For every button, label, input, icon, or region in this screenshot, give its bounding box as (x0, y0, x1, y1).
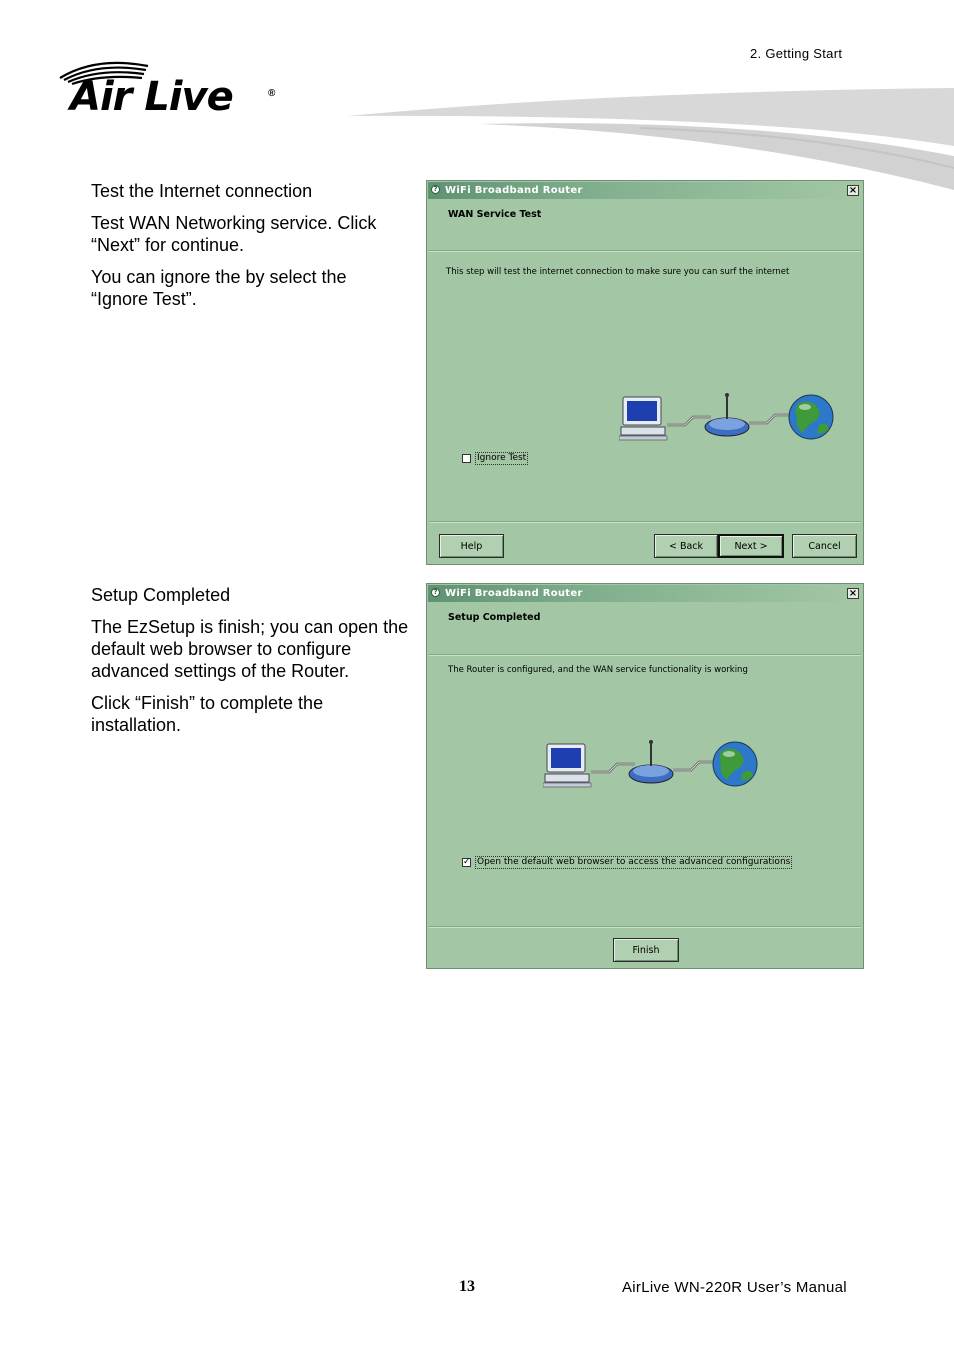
section-1-paragraph-2: You can ignore the by select the “Ignore Test”. (91, 267, 347, 309)
section-2-paragraph-1: The EzSetup is finish; you can open the default web browser to configure advanced settings of the Router. (91, 617, 409, 681)
ignore-test-label[interactable]: Ignore Test (477, 453, 527, 463)
dialog-titlebar (428, 182, 862, 199)
router-app-icon: ? (431, 185, 440, 194)
back-button[interactable]: < Back (654, 534, 718, 558)
footer-separator (429, 521, 861, 523)
dialog-title: WiFi Broadband Router (445, 588, 583, 599)
cancel-button[interactable]: Cancel (792, 534, 857, 558)
section-1-paragraph-1: Test WAN Networking service. Click “Next” for continue. (91, 213, 377, 255)
chapter-label: 2. Getting Start (750, 46, 843, 61)
footer-separator (429, 926, 861, 928)
globe-icon (789, 395, 833, 439)
header-separator (429, 654, 861, 656)
dialog-titlebar (428, 585, 862, 602)
section-2-title: Setup Completed (91, 585, 231, 605)
header-separator (429, 250, 861, 252)
open-browser-checkbox[interactable]: ✓ (463, 857, 471, 867)
setup-completed-dialog (426, 583, 864, 969)
close-button[interactable]: × (848, 588, 858, 599)
computer-icon (543, 744, 591, 787)
dialog-message: The Router is configured, and the WAN service functionality is working (448, 665, 748, 675)
network-diagram-illustration (619, 391, 835, 443)
registered-mark: ® (268, 88, 276, 99)
manual-title: AirLive WN-220R User’s Manual (622, 1279, 847, 1296)
dialog-heading: Setup Completed (448, 612, 541, 623)
section-2-paragraph-2: Click “Finish” to complete the installation. (91, 693, 324, 735)
section-1-title: Test the Internet connection (91, 181, 313, 201)
dialog-title: WiFi Broadband Router (445, 185, 583, 196)
finish-button[interactable]: Finish (613, 938, 679, 962)
dialog-message: This step will test the internet connection to make sure you can surf the internet (446, 267, 790, 277)
next-button[interactable]: Next > (718, 534, 784, 558)
dialog-heading: WAN Service Test (448, 209, 542, 220)
open-browser-label[interactable]: Open the default web browser to access the advanced configurations (477, 857, 791, 867)
router-icon (705, 393, 749, 436)
page-number: 13 (459, 1278, 475, 1295)
computer-icon (619, 397, 667, 440)
ignore-test-checkbox-row[interactable] (462, 452, 528, 465)
open-browser-checkbox-row[interactable] (462, 856, 792, 869)
router-app-icon: ? (431, 588, 440, 597)
network-diagram-illustration (543, 738, 759, 790)
globe-icon (713, 742, 757, 786)
router-icon (629, 740, 673, 783)
close-button[interactable]: × (848, 185, 858, 196)
ignore-test-checkbox[interactable] (462, 454, 471, 463)
logo-wordmark: Air Live (70, 74, 233, 120)
wan-service-test-dialog (426, 180, 864, 565)
airlive-logo (56, 58, 286, 124)
help-button[interactable]: Help (439, 534, 504, 558)
